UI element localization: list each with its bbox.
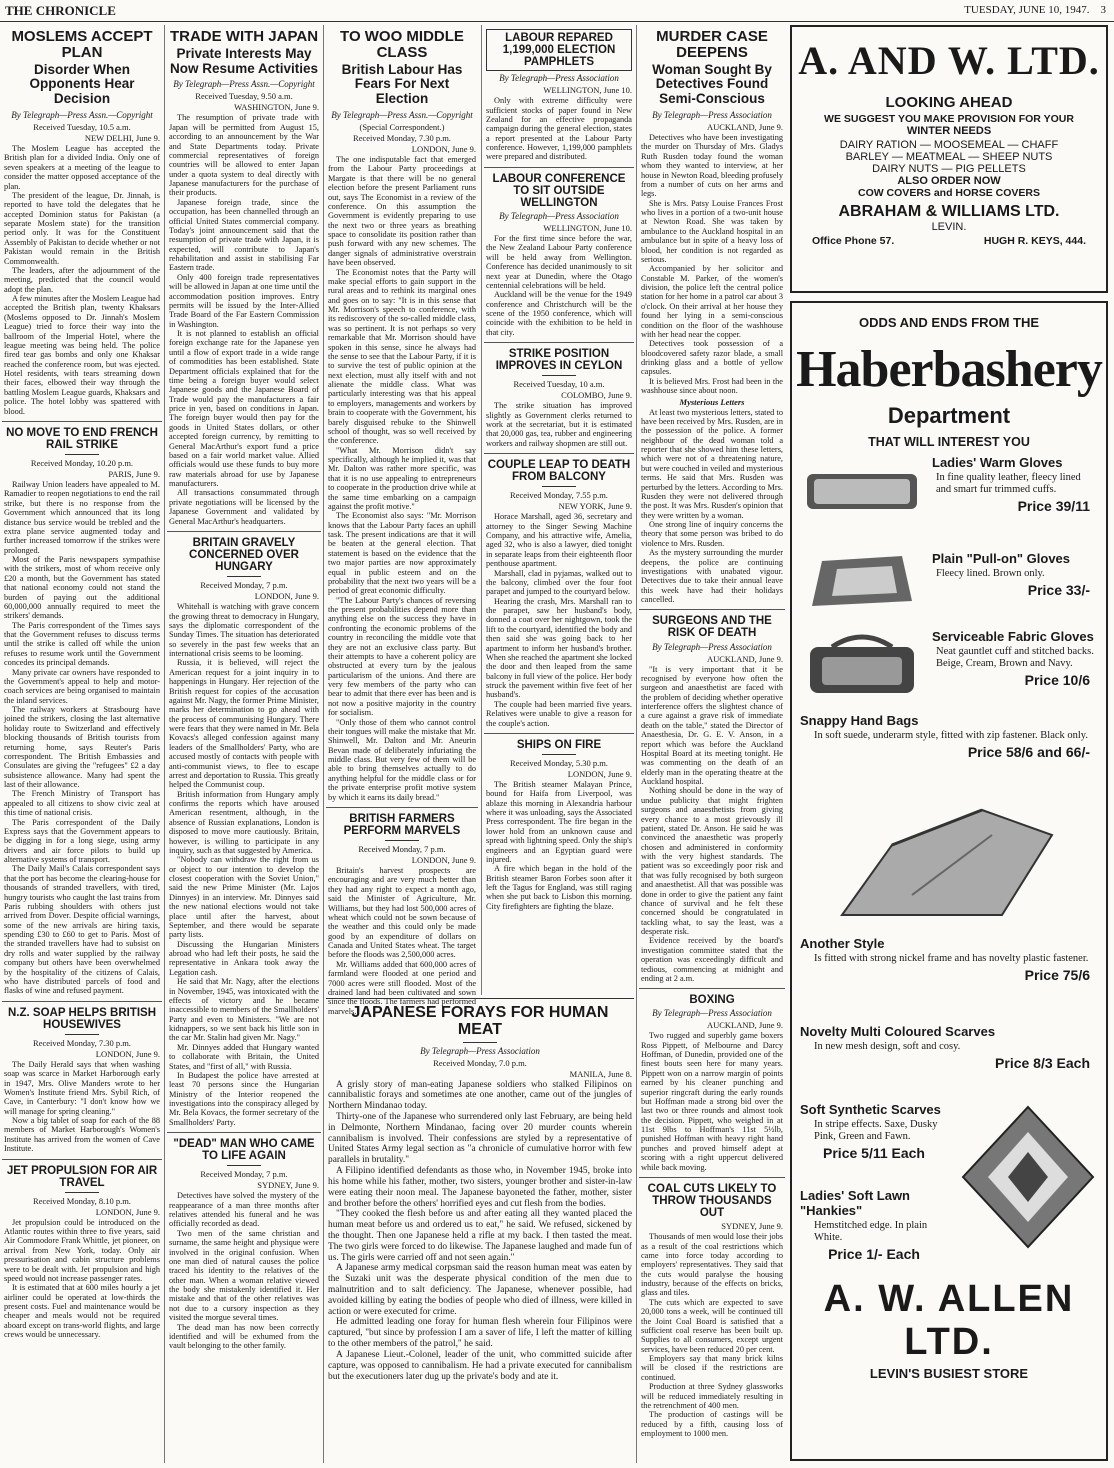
ad-line: WE SUGGEST YOU MAKE PROVISION FOR YOUR	[824, 113, 1074, 125]
paragraph: The railway workers at Strasbourg have joined the strikers, closing the last alternative holiday route to Switzerland and effectively blocking thousands of British tourists from returning home, says Reuter's Paris correspondent. The British Embassies and Consulates are giving the "refugees" £2 a day subsistence allowance. Many had spent the last of their allowance.	[4, 705, 160, 790]
product-description: In fine quality leather, fleecy lined and smart fur trimmed cuffs.	[936, 472, 1081, 496]
headline: N.Z. SOAP HELPS BRITISH HOUSEWIVES	[7, 1006, 157, 1031]
received-line: Received Monday, 7 p.m.	[200, 1169, 288, 1180]
paragraph: Evidence received by the board's investigation committee stated that the operation was exceedingly difficult and tedious, commencing at midnight and ending at 2 a.m.	[641, 936, 783, 983]
product-price: Price 5/11 Each	[823, 1145, 925, 1162]
paragraph: Now a big tablet of soap for each of the 88 members of Market Harborough's Women's Institute has arrived from the women of Cave Institute.	[4, 1116, 160, 1154]
paragraph: Horace Marshall, aged 36, secretary and attorney to the Singer Sewing Machine Company, and his attractive wife, Amelia, aged 32, who is also a lawyer, died tonight in separate leaps from their eighteenth floor penthouse apartment.	[486, 512, 632, 569]
column-1	[2, 25, 162, 1463]
page-number: 3	[1100, 4, 1106, 16]
dateline: AUCKLAND, June 9.	[706, 1020, 783, 1031]
paragraph: Russia, it is believed, will reject the American request for a joint inquiry in to happenings in Hungary. Her rejection of the British request for copies of the accusation against Mr. Nagy, the former Prime Minister, marks her determination to go ahead with the process of communising Hungary. There were fears that they were named in Mr. Bela Kovacs's alleged confession against many leaders of the Smallholders' Party, who are accused mostly of contacts with people with anti-communist views, to flee to escape arrest and deportation to Russia. This greatly helped the Communist coup.	[169, 658, 319, 790]
divider	[484, 167, 634, 168]
paragraph: The dead man has now been correctly identified and will be exhumed from the vault belonging to the other family.	[169, 1322, 319, 1351]
divider	[484, 342, 634, 343]
product-title: Another Style	[800, 936, 885, 951]
glove-illustration-icon	[802, 459, 922, 519]
paragraph: British information from Hungary amply confirms the reports which have aroused American resentment, although, in the absence of Russian explanations, London is disposed to move more cautiously. Britain, however, is willing to participate in any inquiry, such as that suggested by America.	[169, 789, 319, 855]
paragraph: "What Mr. Morrison didn't say specifically, although he implied it, was that Mr. Dalton was rather more specific, was that it is no use appealing to entrepreneurs to cooperate in the production drive while at the same time embarking on a campaign against the profit motive."	[328, 445, 476, 511]
paragraph: Only 400 foreign trade representatives will be allowed in Japan at one time until the accommodation position improves. Entry permits will be issued by the Inter-Allied Trade Board of the Far Eastern Commission in Washington.	[169, 272, 319, 329]
paragraph: Jet propulsion could be introduced on the Atlantic routes within three to five years, said Air Commodore Frank Whittle, jet pioneer, on arrival from New York, today. Only air pressurisation and cabin structure problems were to be dealt with. Jet propulsion and high speed would not increase passenger rates.	[4, 1217, 160, 1283]
divider	[484, 733, 634, 734]
paragraph: It is not planned to establish an official foreign exchange rate for the Japanese yen until a flow of export trade in a wide range of commodities has been established. State Department officials explained that for the time being a foreign buyer would select Japanese goods and the Japanese Board of Trade would pay the manufacturers a fair price in yen, based on conditions in Japan. The foreign buyer would then pay for the goods in United States dollars, or other accepted foreign currency, by remitting to General MacArthur's export fund a price based on a fair world market value. Allied officials would use these funds to buy more raw materials abroad for use by Japanese manufacturers.	[169, 329, 319, 489]
byline: By Telegraph—Press Assn.—Copyright	[331, 110, 473, 121]
received-line: Received Monday, 7 p.m.	[358, 844, 446, 855]
byline: By Telegraph—Press Assn.—Copyright	[173, 79, 315, 90]
paragraph: All transactions consummated through private negotiations will be licensed by the Japanese Government and validated by General MacArthur's headquarters.	[169, 488, 319, 526]
received-line: Received Tuesday, 10.5 a.m.	[33, 122, 131, 133]
product-title: Novelty Multi Coloured Scarves	[800, 1024, 996, 1039]
product-list	[792, 455, 1106, 1268]
paragraph: Accompanied by her solicitor and Constable M. Parker, of the women's division, the police left the central police station for her home in a patrol car about 3 o'clock. On their arrival at her house they found her lying in a semi-conscious condition on the floor of the washhouse with her head near the copper.	[641, 264, 783, 339]
dateline: NEW YORK, June 9.	[558, 501, 632, 512]
paragraph: Auckland will be the venue for the 1949 conference and Christchurch will be the scene of the 1950 conference, which will coincide with the exhibition to be held in that city.	[486, 290, 632, 337]
byline: By Telegraph—Press Association	[499, 211, 619, 221]
paragraph: The Moslem League has accepted the British plan for a divided India. Only one of seven speakers at a meeting of the league to consider the matter opposed acceptance of the plan.	[4, 144, 160, 191]
headline: COAL CUTS LIKELY TO THROW THOUSANDS OUT	[647, 1182, 777, 1220]
headline: LABOUR CONFERENCE TO SIT OUTSIDE WELLINGTON	[492, 172, 626, 209]
product-price: Price 33/-	[1027, 582, 1090, 599]
divider	[65, 1192, 99, 1193]
ad-company-name: A. AND W. LTD.	[798, 38, 1100, 83]
paragraph: The Daily Herald says that when washing soap was scarce in Market Harborough early in 1947, Mrs. Olive Manders wrote to her Women's Institute friend Mrs. Sybil Rich, of Cave, in Canterbury: "I don't know how we will manage for spring cleaning."	[4, 1059, 160, 1116]
paragraph: The Daily Mail's Calais correspondent says that the port has become the clearing-house for thousands of stranded travellers, with tired, hungry tourists who caught the last trains from Paris rubbing shoulders with others just arrived from Dover. Despite official warnings, some of the new arrivals are hiring taxis, spending £30 to £60 to get to Paris. Most of the stranded travellers have had to subsist on dry rolls and water supplied by the railway company but others have been overwhelmed by the hospitality of the citizens of Calais, who have distributed parcels of food and flasks of wine and refused payment.	[4, 864, 160, 996]
product-item	[792, 1102, 1106, 1182]
ad-manager: HUGH R. KEYS, 444.	[983, 235, 1086, 247]
product-item	[792, 936, 1106, 1018]
fabric-glove-illustration-icon	[832, 805, 1062, 925]
received-line: Received Monday, 7.30 p.m.	[353, 133, 451, 144]
paragraph: The Economist also says: "Mr. Morrison knows that the Labour Party faces an uphill task. The present indications are that it will be beaten at the general election. That statement is based on the evidence that the two major parties are now approximately equal in public esteem and on the probability that the next two years will be a period of great economic difficulty.	[328, 511, 476, 596]
paragraph: Railway Union leaders have appealed to M. Ramadier to reopen negotiations to end the rail strike, but there is no response from the Government which announced that its long distance bus service would be trebled and the extra plane service augmented today and further increased tomorrow if the strikes were prolonged.	[4, 480, 160, 555]
ad-top-line: ODDS AND ENDS FROM THE	[858, 315, 1040, 330]
product-price: Price 8/3 Each	[995, 1055, 1090, 1072]
ad-heading: LOOKING AHEAD	[885, 94, 1013, 111]
divider	[2, 421, 162, 422]
byline: By Telegraph—Press Association	[652, 110, 772, 121]
headline: TRADE WITH JAPAN	[169, 28, 319, 45]
newspaper-title: THE CHRONICLE	[5, 3, 116, 18]
received-line: Received Tuesday, 9.50 a.m.	[195, 91, 293, 102]
paragraph: Discussing the Hungarian Ministers abroad who had left their posts, he said the representative in Ankara took away the Legation cash.	[169, 939, 319, 977]
ad-a-and-w	[790, 25, 1108, 293]
headline: BOXING	[689, 994, 735, 1007]
dateline: MANILA, June 8.	[569, 1068, 632, 1079]
product-title: Ladies' Warm Gloves	[932, 455, 1063, 470]
paragraph: At least two mysterious letters, stated to have been received by Mrs. Rusden, are in the possession of the police. A former neighbour of the dead woman told a reporter that she showed him these letters, which were not of a threatening nature, but were couched in veiled and mysterious terms. He said that Mrs. Rusden was perturbed by the letters. According to Mrs. Rusden they were not delivered through the post. It was Mrs. Rusden's opinion that they were written by a woman.	[641, 407, 783, 520]
product-description: In new mesh design, soft and cosy.	[814, 1041, 961, 1052]
product-item	[792, 455, 1106, 545]
dateline: LONDON, June 9.	[95, 1206, 160, 1217]
divider	[65, 454, 99, 455]
received-line: Received Monday, 7 p.m.	[200, 580, 288, 591]
divider	[463, 1042, 497, 1043]
special-line: (Special Correspondent.)	[359, 122, 445, 133]
paragraph: A grisly story of man-eating Japanese soldiers who stalked Filipinos on cannibalistic forays and sometimes ate one another, came out of the jungles of Northern Mindanao today.	[328, 1079, 632, 1112]
column-rule	[636, 25, 637, 1463]
paragraph: Employers say that many brick kilns will be closed if the restrictions are continued.	[641, 1354, 783, 1382]
paragraph: Thirty-one of the Japanese who surrendered only last February, are being held in Delmonte, Northern Mindanao, facing over 20 murder counts wherein cannibalism is involved. Their confessions are styled by a representative of United States Army legal section as "a chronicle of cumulative horror with few parallels in brutality."	[328, 1112, 632, 1166]
product-price: Price 10/6	[1024, 672, 1090, 689]
paragraph: For the first time since before the war, the New Zealand Labour Party conference will be held away from Wellington. Conference has decided unanimously to sit next year at Dunedin, where the Otago centennial celebrations will be held.	[486, 234, 632, 290]
product-description: Is fitted with strong nickel frame and has novelty plastic fastener.	[814, 953, 1089, 964]
byline: By Telegraph—Press Association	[499, 73, 619, 84]
paragraph: Mr. Dinnyes added that Hungary wanted to collaborate with Britain, the United States, and "first of all," with Russia.	[169, 1042, 319, 1071]
column-rule	[481, 25, 482, 995]
byline: By Telegraph—Press Assn.—Copyright	[11, 110, 153, 121]
byline: By Telegraph—Press Association	[652, 1008, 772, 1019]
paragraph: Hearing the crash, Mrs. Marshall ran to the parapet, saw her husband's body, donned a coat over her nightgown, took the lift to the courtyard, identified the body and then said she was going back to her apartment to inform her husband's brother. When she reached the apartment she locked the door and then leaped from the same balcony in full view of the police. Her body struck the pavement within five feet of her husband's.	[486, 596, 632, 700]
paragraph: It is estimated that at 600 miles hourly a jet airliner could be operated at low-thirds the present costs. Fuel and maintenance would be cheaper and meals would not be required aboard except on trans-world flights, and large crews would be unnecessary.	[4, 1283, 160, 1340]
ad-line: DAIRY RATION — MOOSEMEAL — CHAFF	[839, 139, 1059, 151]
paragraph: Marshall, clad in pyjamas, walked out to the balcony, climbed over the four foot parapet and jumped to the courtyard below.	[486, 568, 632, 597]
paragraph: It is believed Mrs. Frost had been in the washhouse since about noon.	[641, 376, 783, 396]
received-line: Received Monday, 8.10 p.m.	[33, 1195, 131, 1206]
dateline: NEW DELHI, June 9.	[84, 133, 160, 144]
paragraph: "Only those of them who cannot control their tongues will make the mistake that Mr. Shinwell, Mr. Dalton and Mr. Aneurin Bevan made of deliberately infuriating the middle class. But very few of them will be able to bring themselves actually to do anything helpful for the middle class or for the private enterprise profit motive system by which it earns its daily bread."	[328, 717, 476, 802]
paragraph: "The Labour Party's chances of reversing the present probabilities depend more than anything else on the success they have in confronting the economic problems of the country in reconciling the middle vote that they are not an exclusive class party. But their attempts to have a coherent policy are obstructed at every turn by the jealous particularism of the unions. And there are very few members of the party who can bear to admit that there ever has been and is not now a positive majority in the country for socialism.	[328, 595, 476, 718]
divider	[639, 609, 785, 610]
divider	[2, 1001, 162, 1002]
product-item	[792, 551, 1106, 623]
headline: COUPLE LEAP TO DEATH FROM BALCONY	[487, 459, 631, 484]
divider	[639, 988, 785, 989]
paragraph: The resumption of private trade with Japan will be permitted from August 15, according to an announcement by the War and State Departments today. Private commercial representatives of foreign countries will be allowed to enter Japan under a quota system to deal directly with Japanese manufacturers for the purchase of their products.	[169, 113, 319, 198]
headline: SHIPS ON FIRE	[516, 738, 602, 751]
dateline: LONDON, June 9.	[567, 768, 632, 779]
received-line: Received Monday, 7.0 p.m.	[433, 1057, 527, 1068]
subheadline: Disorder When Opponents Hear Decision	[29, 61, 135, 107]
divider	[227, 576, 261, 577]
ad-allen	[790, 301, 1108, 1461]
headline: "DEAD" MAN WHO CAME TO LIFE AGAIN	[173, 1138, 315, 1163]
dateline: WASHINGTON, June 9.	[234, 102, 319, 113]
paragraph: Production at three Sydney glassworks will be reduced immediately resulting in the retrenchment of 400 men.	[641, 1382, 783, 1410]
column-5	[639, 25, 785, 1463]
divider	[385, 840, 419, 841]
paragraph: A Japanese Lieut.-Colonel, leader of the unit, who committed suicide after capture, was opposed to cannibalism. He had a private executed for cannibalism but the executioners later dug up the private's body and ate it.	[328, 1349, 632, 1382]
advertisement-column	[790, 25, 1108, 1463]
column-4	[484, 25, 634, 995]
headline: SURGEONS AND THE RISK OF DEATH	[652, 615, 772, 640]
headline: NO MOVE TO END FRENCH RAIL STRIKE	[6, 426, 158, 451]
dateline: SYDNEY, June 9.	[257, 1180, 319, 1191]
paragraph: He said that Mr. Nagy, after the elections in November, 1945, was intoxicated with the effects of victory and he became inaccessible to members of the Smallholders' Party and even to Ministers. "We are not kidnappers, so we sent back his little son in the car Mr. Stalin had given Mr. Nagy."	[169, 977, 319, 1043]
illustration-area	[792, 805, 1106, 930]
ad-town: LEVIN.	[931, 221, 967, 233]
product-item	[792, 629, 1106, 707]
divider	[542, 486, 576, 487]
glove-illustration-icon	[802, 551, 922, 611]
paragraph: Nothing should be done in the way of undue publicity that might frighten surgeons and anaesthetists from giving every chance to a most grievously ill patient, stated Dr. Anson. He said he was convinced the anaesthetic was properly chosen and administered in conformity with the very highest standards. The patient was so exceedingly poor risk and that was fully recognised by both surgeon and anaesthetist. All that was possible was done in order to give the patient any faint chance of survival and he felt these concerned should be congratulated in tackling what, to say the least, was a desperate risk.	[641, 786, 783, 937]
paragraph: She is Mrs. Patsy Louise Frances Frost who lives in a portion of a two-unit house at Newton Road. She was taken by ambulance to the Auckland hospital in an ambulance but in spite of a heavy loss of blood, her condition is not regarded as serious.	[641, 198, 783, 264]
ad-line: DAIRY NUTS — PIG PELLETS	[872, 163, 1026, 175]
paragraph: The Paris correspondent of the Daily Express says that the Government appears to be digging in for a long siege, using army drivers and air force pilots to build up alternative systems of transport.	[4, 817, 160, 865]
paragraph: "Nobody can withdraw the right from us or object to our intention to develop the closest cooperation with the Soviet Union," said the new Prime Minister (Mr. Lajos Dinnyes) in an interview. Mr. Dinnyes said the new national elections would not take place until after the harvest, about September, and there would be separate party lists.	[169, 855, 319, 940]
paragraph: Two men of the same christian and surname, the same height and physique were involved in the original confusion. When one man died of natural causes the police traced his identity to the relatives of the other man. When a woman relative viewed the body she mistakenly identified it. Her mistake and that of the other relatives was not due to a cursory inspection as they visited the morgue several times.	[169, 1228, 319, 1323]
issue-date: TUESDAY, JUNE 10, 1947.	[964, 4, 1090, 16]
dateline: LONDON, June 9.	[254, 591, 319, 602]
ad-interest-line: THAT WILL INTEREST YOU	[868, 435, 1030, 449]
product-title: Plain "Pull-on" Gloves	[932, 551, 1071, 566]
paragraph: The couple had been married five years. Relatives were unable to give a reason for the couple's action.	[486, 699, 632, 728]
paragraph: Mr. Williams added that 600,000 acres of farmland were flooded at one period and 7000 acres were still flooded. Most of the drained land had been cultivated and sown since the floods. The farmers had performed marvels.	[328, 959, 476, 1016]
divider	[167, 1132, 321, 1133]
product-item	[792, 1188, 1106, 1268]
dateline: PARIS, June 9.	[108, 469, 160, 480]
section-subhead: Mysterious Letters	[679, 396, 745, 407]
wide-story	[326, 998, 634, 1463]
paragraph: The cuts which are expected to save 20,000 tons a week, will be continued till the Joint Coal Board is satisfied that a sufficient coal reserve has been built up. Supplies to all consumers, except urgent services, have been reduced 20 per cent.	[641, 1297, 783, 1354]
received-line: Received Monday, 7.30 p.m.	[33, 1037, 131, 1048]
product-price: Price 58/6 and 66/-	[967, 744, 1090, 761]
divider	[542, 754, 576, 755]
dateline: LONDON, June 9.	[411, 855, 476, 866]
dateline: AUCKLAND, June 9.	[706, 653, 783, 664]
product-item	[792, 713, 1106, 805]
divider	[65, 1034, 99, 1035]
ad-line: WINTER NEEDS	[906, 125, 992, 137]
dateline: WELLINGTON, June 10.	[543, 223, 632, 233]
ad-line: ALSO ORDER NOW	[897, 175, 1001, 187]
product-item	[792, 1024, 1106, 1096]
byline: By Telegraph—Press Association	[652, 641, 772, 652]
paragraph: The French Ministry of Transport has appealed to all citizens to show civic zeal at this time of national crisis.	[4, 789, 160, 818]
product-title: Ladies' Soft Lawn "Hankies"	[800, 1188, 910, 1218]
received-line: Received Monday, 5.30 p.m.	[510, 757, 608, 768]
product-title: Snappy Hand Bags	[800, 713, 919, 728]
paragraph: Whitehall is watching with grave concern the growing threat to democracy in Hungary, says the diplomatic correspondent of the Sunday Times. The situation has deteriorated so severely in the past few weeks that an international crisis seems to be looming.	[169, 602, 319, 658]
paragraph: As the mystery surrounding the murder deepens, the police are continuing investigations with unabated vigour. Detectives due to take their annual leave this week have had their holidays cancelled.	[641, 548, 783, 605]
paragraph: Japanese foreign trade, since the occupation, has been channelled through an official United States commercial company. Today's joint announcement said that the resumption of private trade with Japan, it is expected, will contribute to Japan's rehabilitation and assist in stabilising Far Eastern trade.	[169, 197, 319, 273]
divider	[326, 807, 478, 808]
subheadline: British Labour Has Fears For Next Election	[341, 61, 463, 107]
product-price: Price 39/11	[1017, 498, 1090, 515]
paragraph: The one indisputable fact that emerged from the Labour Party proceedings at Margate is that there will be no general election before the present Parliament runs out, says The Economist in a review of the conference. On this assumption the Government is evidently preparing to use the next two or three years as breathing space to consolidate its position rather than push forward with any new schemes. The danger signals of administrative overstrain have been observed.	[328, 155, 476, 268]
paragraph: In Budapest the police have arrested at least 70 persons since the Hungarian Ministry of the Interior reopened the investigations into the conspiracy alleged by Mr. Bela Kovacs, the former secretary of the Smallholders' Party.	[169, 1070, 319, 1127]
dateline: LONDON, June 9.	[95, 1048, 160, 1059]
paragraph: The production of castings will be reduced by a fifth, causing loss of employment to 1000 men.	[641, 1410, 783, 1439]
product-title: Soft Synthetic Scarves	[800, 1102, 941, 1117]
paragraph: The Paris correspondent of the Times says that the Government refuses to discuss terms until the strike is called off while the union refuses to resume work until the Government concedes its principal demands.	[4, 620, 160, 668]
product-description: Hemstitched edge. In plain White.	[814, 1220, 928, 1244]
paragraph: The leaders, after the adjournment of the meeting, predicted that the council would adopt the plan.	[4, 265, 160, 294]
product-description: Neat gauntlet cuff and stitched backs. Beige, Cream, Brown and Navy.	[936, 646, 1094, 670]
received-line: Received Monday, 10.20 p.m.	[30, 458, 134, 469]
divider	[227, 1165, 261, 1166]
paragraph: The strike situation has improved slightly as Government clerks returned to work at the secretariat, but it is estimated that 20,000 gas, tea, rubber and engineering workers and railway shopmen are still out.	[486, 401, 632, 448]
paragraph: One strong line of inquiry concerns the theory that some person was bribed to do violence to Mrs. Rusden.	[641, 520, 783, 548]
divider	[542, 375, 576, 376]
paragraph: Detectives have solved the mystery of the reappearance of a man three months after relatives attended his funeral and he was officially recorded as dead.	[169, 1191, 319, 1229]
headline: LABOUR REPARED 1,199,000 ELECTION PAMPHLETS	[486, 29, 632, 71]
paragraph: Detectives took possession of a bloodcovered safety razor blade, a small drinking glass and a bottle of yellow capsules.	[641, 339, 783, 377]
paragraph: A Japanese army medical corpsman said the reason human meat was eaten by the Suzaki unit was the desperate physical condition of the men due to malnutrition and to salt deficiency. The Japanese, whenever possible, had avoided killing by eating the bodies of people who died of illness, were killed in action or were executed for crime.	[328, 1263, 632, 1317]
dateline: SYDNEY, June 9.	[721, 1221, 783, 1232]
paragraph: Thousands of men would lose their jobs as a result of the coal restrictions which came into force today according to employers' representatives. They said that the cuts would paralyse the housing industry, because of the effects on bricks, glass and tiles.	[641, 1232, 783, 1298]
paragraph: Only with extreme difficulty were sufficient stocks of paper found in New Zealand for an effective propaganda campaign during the general election, states a report presented at the Labour Party conference. However, 1,199,000 pamphlets were prepared and distributed.	[486, 96, 632, 162]
subheadline: Woman Sought By Detectives Found Semi-Conscious	[652, 61, 772, 107]
paragraph: The Economist notes that the Party will make special efforts to gain support in the rural areas and to rethink its marginal ones and goes on to say: "It is in this sense that Mr. Morrison's speech to conference, with its rediscovery of the so-called middle class, was so pertinent. It is not perhaps so very remarkable that Mr. Morrison should have spoken in this sense, since he always had the sense to see that the Labour Party, if it is to survive the test of public opinion at the next election, must ally itself with and not alienate the middle class. What was particularly interesting was that his appeal to employers, managements and workers by brain to cooperate with the Government, his barely disguised rebuke to the Shinwell school of thought, was so well received by the conference.	[328, 267, 476, 446]
paragraph: Most of the Paris newspapers sympathise with the strikers, most of whom receive only £20 a month, but the Government has stated that national economy could not stand the burden of paying out the additional 60,000,000 annually required to meet the strikers' demands.	[4, 555, 160, 621]
divider	[484, 453, 634, 454]
product-title: Serviceable Fabric Gloves	[932, 629, 1094, 644]
divider	[167, 531, 321, 532]
subheadline: Private Interests May Now Resume Activities	[169, 45, 319, 76]
headline: JET PROPULSION FOR AIR TRAVEL	[6, 1164, 158, 1189]
paragraph: The president of the league, Dr. Jinnah, is reported to have told the delegates that he accepted Dominion status for Pakistan (a separate Moslem state) for the transition period only. It was for the Constituent Assembly of Pakistan to decide whether or not Pakistan would remain in the British Commonwealth.	[4, 190, 160, 266]
paragraph: "They cooked the flesh before us and after eating all they wanted placed the human meat before us and ordered us to eat," he said. We refused, sickened by the thought. Then one Japanese held a rifle at my back. I then tasted the meat. The two girls were forced to do likewise. The Japanese laughed and made fun of us. The girls were carried off and not seen again."	[328, 1209, 632, 1263]
ad-store-name: A. W. ALLEN LTD.	[823, 1278, 1075, 1363]
paragraph: A few minutes after the Moslem League had accepted the British plan, twenty Khaksars (Moslems opposed to Dr. Jinnah's Moslem League) tried to force their way into the ballroom of the Imperial Hotel, where the league meeting was being held. The police fired tear gas bombs and only one Khaksar reached the conference room, but was ejected. Hotel residents, with tears streaming down their faces, elbowed their way through the battling Moslem League guards, Khaksars and police. The hotel lobby was spattered with blood.	[4, 294, 160, 416]
column-3	[326, 25, 478, 1016]
headline: JAPANESE FORAYS FOR HUMAN MEAT	[351, 1004, 609, 1038]
product-price: Price 1/- Each	[828, 1246, 920, 1263]
masthead	[0, 0, 1114, 22]
column-rule	[164, 25, 165, 1463]
column-2	[167, 25, 321, 1463]
ad-brand: Haberbashery	[796, 341, 1102, 398]
headline: BRITAIN GRAVELY CONCERNED OVER HUNGARY	[189, 536, 299, 574]
received-line: Received Tuesday, 10 a.m.	[513, 379, 605, 390]
paragraph: Detectives who have been investigating the murder on Thursday of Mrs. Gladys Ruth Rusden today found the woman whom they wanted to interview, at her house in Newton Road, bleeding profusely from a number of cuts on her arms and legs.	[641, 133, 783, 199]
product-price: Price 75/6	[1024, 967, 1090, 984]
handbag-illustration-icon	[802, 629, 922, 699]
paragraph: Britain's harvest prospects are encouraging and are very much better than they had any right to expect a month ago, said the Minister of Agriculture, Mr. Williams, but they had lost 500,000 acres of wheat which could not be sown because of the weather and this could only be made good by an expenditure of dollars on Canada and United States wheat. The target before the floods was 2,500,000 acres.	[328, 866, 476, 960]
paragraph: A Filipino identified defendants as those who, in November 1945, broke into his home while his father, mother, two sisters, younger brother and sister-in-law were eating their noon meal. The Japanese bayoneted the father, mother, sister and brother before the others' horrified eyes and cut flesh from the bodies.	[328, 1166, 632, 1209]
ad-firm-name: ABRAHAM & WILLIAMS LTD.	[838, 203, 1060, 220]
dateline: COLOMBO, June 9.	[561, 390, 632, 401]
dateline: AUCKLAND, June 9.	[706, 122, 783, 133]
paragraph: He admitted leading one foray for human flesh wherein four Filipinos were captured, "but since by profession I am a saver of life, I left the matter of killing to the other members of the patrol," he said.	[328, 1317, 632, 1350]
product-description: In soft suede, underarm style, fitted with zip fastener. Black only.	[814, 730, 1088, 741]
paragraph: A fire which began in the hold of the British steamer Baron Forbes soon after it left the Tagus for England, was still raging when she put back to Lisbon this morning. City firefighters are fighting the blaze.	[486, 864, 632, 911]
ad-slogan: LEVIN'S BUSIEST STORE	[869, 1366, 1029, 1381]
paragraph: The British steamer Malayan Prince, bound for Haifa from Liverpool, was ablaze this morning in Alexandria harbour where it was unloading, says the Associated Press correspondent. The fire began in the lower hold from an unknown cause and spread with lightning speed. Only the ship's engineers and an Egyptian guard were injured.	[486, 779, 632, 864]
product-description: Fleecy lined. Brown only.	[936, 568, 1045, 579]
dateline: LONDON, June 9.	[411, 144, 476, 155]
ad-line: COW COVERS and HORSE COVERS	[857, 187, 1041, 199]
received-line: Received Monday, 7.55 p.m.	[510, 490, 608, 501]
paragraph: Two rugged and superbly game boxers Ross Pippett, of Melbourne and Darcy Hoffman, of Dunedin, provided one of the finest bouts seen here for many years. Pippett won on a narrow margin of points earned by his cleaner punching and superior ringcraft during the early rounds but Hoffman made a strong bid over the last two or three rounds and almost took the decision. Pippett, who weighed in at 11st 9lbs to Hoffman's 11st 5½lb, punished Hoffman with heavy right hand punches and proved himself adept at scoring with a right uppercut delivered while back moving.	[641, 1031, 783, 1172]
ad-phone: Office Phone 57.	[812, 235, 895, 247]
dateline: WELLINGTON, June 10.	[543, 85, 632, 96]
byline: By Telegraph—Press Association	[420, 1045, 540, 1056]
divider	[639, 1177, 785, 1178]
ad-line: BARLEY — MEATMEAL — SHEEP NUTS	[845, 151, 1053, 163]
paragraph: Many private car owners have responded to the Government's appeal to help and motor-coach services are being organised to maintain the inland services.	[4, 667, 160, 705]
product-description: In stripe effects. Saxe, Dusky Pink, Green and Fawn.	[814, 1119, 938, 1143]
paragraph: "It is very important that it be recognised by everyone how often the surgeon and anaesthetist are faced with the problem of deciding whether operative interference offers the slightest chance of a cure against a grave risk of immediate death on the table," stated the Director of Anaesthesia, Dr. G. E. V. Anson, in a report which was before the Auckland Hospital Board at its meeting tonight. He was commenting on the death of an elderly man in the operating theatre at the Auckland hospital.	[641, 664, 783, 787]
headline: STRIKE POSITION IMPROVES IN CEYLON	[495, 348, 623, 373]
headline: BRITISH FARMERS PERFORM MARVELS	[343, 812, 461, 837]
divider	[2, 1159, 162, 1160]
column-rule	[323, 25, 324, 1463]
headline: TO WOO MIDDLE CLASS	[340, 28, 464, 61]
headline: MURDER CASE DEEPENS	[656, 28, 768, 61]
headline: MOSLEMS ACCEPT PLAN	[11, 28, 153, 61]
ad-department: Department	[887, 403, 1011, 428]
